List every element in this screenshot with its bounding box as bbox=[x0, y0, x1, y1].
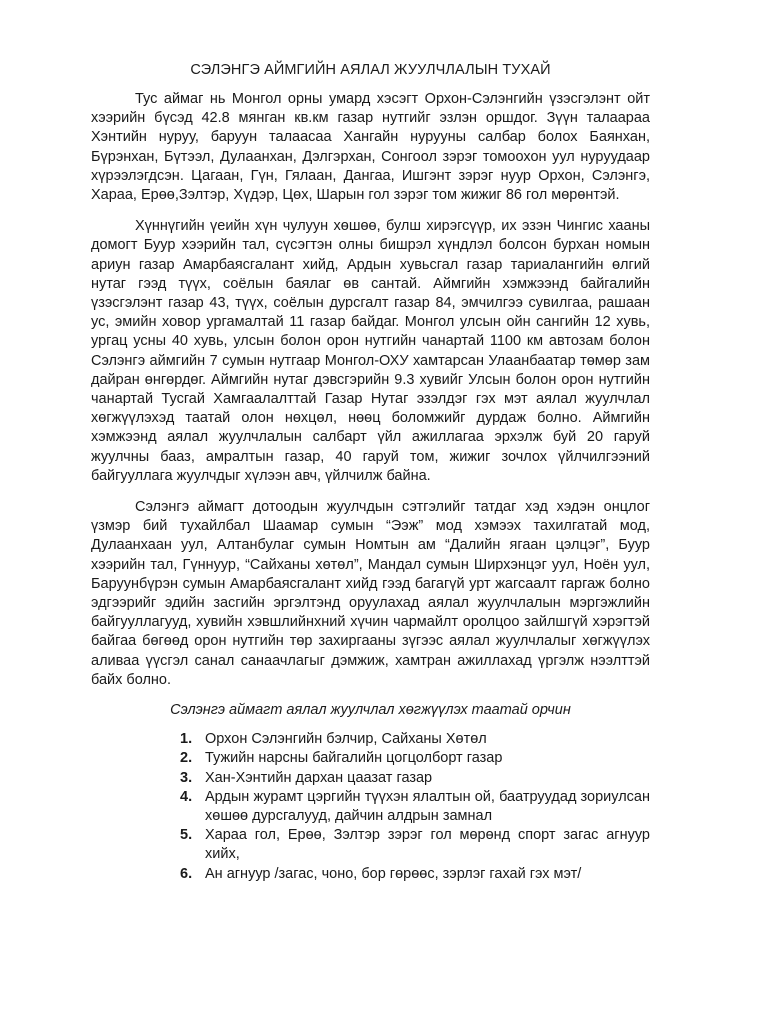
list-item bbox=[180, 788, 650, 826]
list-item-number: 1. bbox=[180, 731, 193, 748]
list-item-text: Ан агнуур /загас, чоно, бор гөрөөс, зэрлэг гахай гэх мэт/ bbox=[205, 865, 582, 882]
paragraph-2: Хүннүгийн үеийн хүн чулуун хөшөө, булш хирэгсүүр, их эзэн Чингис хааны домогт Буур хээрийн тал, сүсэгтэн олны бишрэл хүндлэл болсон бурхан номын ариун газар Амарбаясгалант хийд, Ардын хувьсгал газар тариалангийн өлгий нутаг гээд түүх, соёлын баялаг өв сантай. Аймгийн хэмжээнд байгалийн үзэсгэлэнт газар 43, түүх, соёлын дурсгалт газар 84, эмчилгээ сувилгаа, рашаан ус, эмийн ховор ургамалтай 11 газар байдаг. Монгол улсын ойн сангийн 12 хувь, ургац усны 40 хувь, улсын болон орон нутгийн чанартай 1100 км автозам болон Сэлэнгэ аймгийн 7 сумын нутгаар Монгол-ОХУ хамтарсан Улаанбаатар төмөр зам дайран өнгөрдөг. Аймгийн нутаг дэвсгэрийн 9.3 хувийг Улсын болон орон нутгийн чанартай Тусгай Хамгаалалттай Газар Нутаг эзэлдэг гэх мэт аялал жуулчлал хөгжүүлэхэд таатай олон нөхцөл, нөөц боломжийг дурдаж болно. Аймгийн хэмжээнд аялал жуулчлалын салбарт үйл ажиллагаа эрхэлж буй 20 гаруй жуулчны бааз, амралтын газар, 40 гаруй том, жижиг зочлох үйлчилгээний байгууллага жуулчдыг хүлээн авч, үйлчилж байна. bbox=[91, 218, 650, 484]
list-item-number: 4. bbox=[180, 788, 193, 805]
list-item bbox=[180, 826, 650, 864]
list-item-text: Тужийн нарсны байгалийн цогцолборт газар bbox=[205, 750, 503, 767]
list-item bbox=[180, 865, 650, 884]
document-title: СЭЛЭНГЭ АЙМГИЙН АЯЛАЛ ЖУУЛЧЛАЛЫН ТУХАЙ bbox=[190, 62, 551, 78]
list-item-text: Орхон Сэлэнгийн бэлчир, Сайханы Хөтөл bbox=[205, 731, 487, 748]
list-item-text: Хараа гол, Ерөө, Зэлтэр зэрэг гол мөрөнд спорт загас агнуур хийх, bbox=[205, 827, 650, 863]
list-item-number: 2. bbox=[180, 750, 193, 767]
list-item bbox=[180, 749, 650, 768]
paragraph-3: Сэлэнгэ аймагт дотоодын жуулчдын сэтгэлийг татдаг хэд хэдэн онцлог үзмэр бий тухайлбал Шаамар сумын “Ээж” мод хэмээх тахилгатай мод, Дулаанхаан уул, Алтанбулаг сумын Номтын ам “Далийн ягаан цэлцэг”, Буур хээрийн тал, Гүннуур, “Сайханы хөтөл”, Мандал сумын Ширхэнцэг уул, Ноён уул, Баруунбүрэн сумын Амарбаясгалант хийд гээд багагүй урт жагсаалт гаргаж болно эдгээрийг эдийн засгийн эргэлтэнд оруулахад аялал жуулчлалын мэргэжлийн байгууллагууд, хувийн хэвшлийнхний хүчин чармайлт оролцоо зайлшгүй хэрэгтэй байгаа бөгөөд орон нутгийн төр захиргааны зүгээс аялал жуулчлалыг хөгжүүлэх аливаа үүсгэл санал санаачлагыг дэмжиж, хамтран ажиллахад үргэлж нээлттэй байх болно. bbox=[91, 499, 650, 688]
section-subtitle: Сэлэнгэ аймагт аялал жуулчлал хөгжүүлэх таатай орчин bbox=[170, 702, 571, 719]
list-item-text: Хан-Хэнтийн дархан цаазат газар bbox=[205, 769, 433, 786]
paragraph-1: Тус аймаг нь Монгол орны умард хэсэгт Орхон-Сэлэнгийн үзэсгэлэнт ойт хээрийн бүсэд 42.8 мянган кв.км газар нутгийг эзлэн оршдог. Зүүн талаараа Хэнтийн нуруу, баруун талаасаа Хангайн нурууны салбар болох Баянхан, Бүрэнхан, Бүтээл, Дулаанхан, Дэлгэрхан, Сонгоол зэрэг томоохон уул нуруудаар хүрээлэгдсэн. Цагаан, Гүн, Гялаан, Дангаа, Ишгэнт зэрэг нуур Орхон, Сэлэнгэ, Хараа, Ерөө,Зэлтэр, Хүдэр, Цөх, Шарын гол зэрэг том жижиг 86 гол мөрөнтэй. bbox=[91, 91, 650, 204]
list-item bbox=[180, 769, 650, 788]
numbered-list bbox=[91, 730, 650, 884]
list-item-number: 6. bbox=[180, 865, 193, 882]
list-item-text: Ардын журамт цэргийн түүхэн ялалтын ой, баатруудад зориулсан хөшөө дурсгалууд, дайчин алдрын замнал bbox=[205, 788, 650, 824]
list-item bbox=[180, 730, 650, 749]
list-item-number: 5. bbox=[180, 827, 193, 844]
list-item-number: 3. bbox=[180, 769, 193, 786]
